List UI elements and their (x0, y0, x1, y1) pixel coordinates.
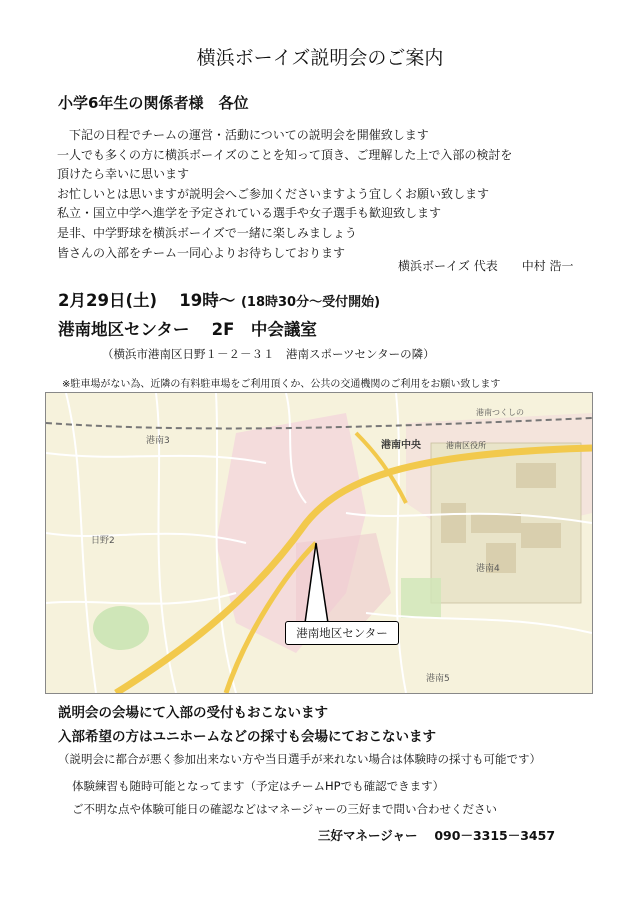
event-date-time: 2月29日(土) 19時～ (58, 291, 241, 310)
event-venue: 港南地区センター 2F 中会議室 (58, 320, 317, 339)
venue-address: （横浜市港南区日野１－２－３１ 港南スポーツセンターの隣） (102, 347, 435, 361)
body-line: 頂けたら幸いに思います (57, 167, 190, 182)
contact-phone: 三好マネージャー 090－3315－3457 (318, 828, 556, 843)
map-label-konan-chuo: 港南中央 (381, 440, 421, 451)
notice-trial-practice: 体験練習も随時可能となってます（予定はチームHPでも確認できます） (72, 779, 445, 793)
body-line: 私立・国立中学へ進学を予定されている選手や女子選手も歓迎致します (57, 206, 442, 221)
reception-time: (18時30分～受付開始) (240, 295, 381, 310)
map-label-konan-tsukushino: 港南つくしの (476, 408, 524, 417)
body-line: 是非、中学野球を横浜ボーイズで一緒に楽しみましょう (57, 225, 357, 240)
invitation-body (57, 126, 512, 263)
map-label-konan4: 港南4 (476, 564, 500, 574)
map-label-konan5: 港南5 (426, 674, 450, 684)
body-line: 下記の日程でチームの運営・活動についての説明会を開催致します (57, 128, 429, 142)
notice-inquiry: ご不明な点や体験可能日の確認などはマネージャーの三好まで問い合わせください (72, 802, 498, 816)
map-label-konan3: 港南3 (146, 436, 170, 446)
area-map (45, 392, 593, 694)
map-label-hino2: 日野2 (91, 536, 115, 546)
parking-note: ※駐車場がない為、近隣の有料駐車場をご利用頂くか、公共の交通機関のご利用をお願い致します (62, 379, 501, 390)
map-graphic (46, 393, 592, 693)
notice-alternate-sizing: （説明会に都合が悪く参加出来ない方や当日選手が来れない場合は体験時の採寸も可能です） (58, 752, 541, 766)
venue-callout: 港南地区センター (285, 621, 399, 645)
notice-reception: 説明会の会場にて入部の受付もおこないます (58, 705, 328, 721)
salutation: 小学6年生の関係者様 各位 (58, 94, 249, 112)
body-line: 皆さんの入部をチーム一同心よりお待ちしております (57, 245, 346, 260)
notice-uniform: 入部希望の方はユニホームなどの採寸も会場にておこないます (58, 729, 436, 745)
map-label-ward-office: 港南区役所 (446, 441, 486, 450)
page-title: 横浜ボーイズ説明会のご案内 (196, 47, 444, 69)
signature: 横浜ボーイズ 代表 中村 浩一 (398, 259, 574, 273)
body-line: お忙しいとは思いますが説明会へご参加くださいますよう宜しくお願い致します (57, 186, 490, 201)
body-line: 一人でも多くの方に横浜ボーイズのことを知って頂き、ご理解した上で入部の検討を (57, 147, 513, 162)
event-datetime (58, 287, 380, 311)
